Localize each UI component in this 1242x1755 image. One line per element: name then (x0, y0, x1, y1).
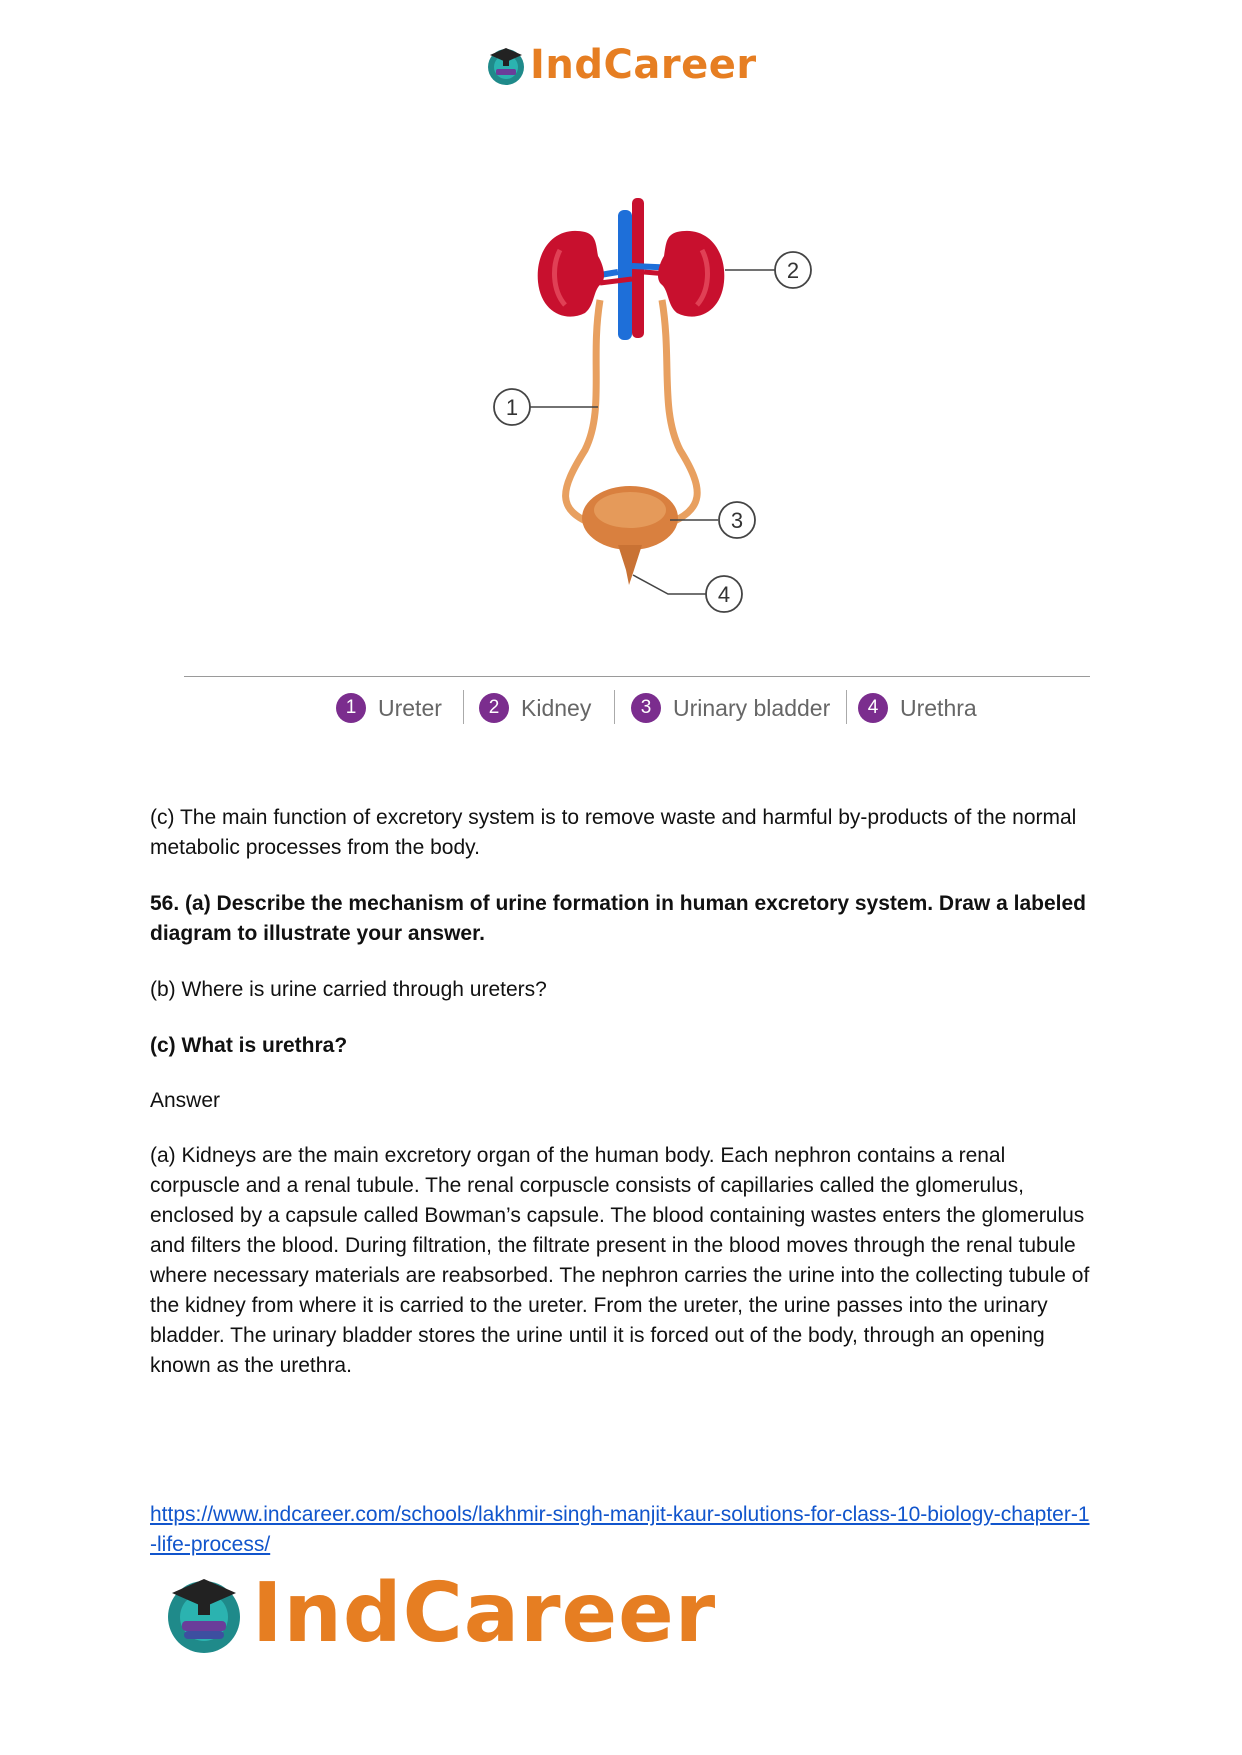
legend-item-urinary-bladder (631, 686, 830, 730)
excretory-system-diagram (0, 180, 1242, 620)
answer-a: (a) Kidneys are the main excretory organ of the human body. Each nephron contains a renal corpuscle and a renal tubule. The renal corpuscle consists of capillaries called the glomerulus, enclosed by a capsule called Bowman’s capsule. The blood containing wastes enters the glomerulus and filters the blood. During filtration, the filtrate present in the blood moves through the renal tubule where necessary materials are reabsorbed. The nephron carries the urine into the collecting tubule of the kidney from where it is carried to the ureter. From the ureter, the urine passes into the urinary bladder. The urinary bladder stores the urine until it is forced out of the body, through an opening known as the urethra. (150, 1144, 1090, 1377)
answer-label: Answer (150, 1089, 221, 1112)
legend-divider (184, 676, 1090, 677)
callout-1-label: 1 (505, 395, 519, 420)
urethra (618, 545, 642, 585)
right-ureter (662, 300, 697, 525)
callout-4-label: 4 (717, 582, 731, 607)
legend-item-ureter (336, 686, 442, 730)
graduation-globe-icon (160, 1569, 248, 1657)
callout-4 (706, 576, 742, 612)
diagram-legend (0, 686, 1242, 730)
legend-number-badge: 2 (479, 693, 509, 723)
question-56-a: 56. (a) Describe the mechanism of urine formation in human excretory system. Draw a labeled diagram to illustrate your answer. (150, 892, 1086, 945)
legend-number-badge: 1 (336, 693, 366, 723)
logo-text: IndCareer (530, 42, 757, 88)
legend-number-badge: 4 (858, 693, 888, 723)
legend-label: Urinary bladder (673, 694, 831, 721)
legend-item-urethra (858, 686, 977, 730)
callout-1 (494, 389, 530, 425)
legend-number-badge: 3 (631, 693, 661, 723)
source-link[interactable]: https://www.indcareer.com/schools/lakhmir-singh-manjit-kaur-solutions-for-class-10-biology-chapter-1-life-process/ (150, 1503, 1090, 1556)
callout-3-label: 3 (730, 508, 744, 533)
left-ureter (566, 300, 600, 525)
paragraph-c-function: (c) The main function of excretory system is to remove waste and harmful by-products of the normal metabolic processes from the body. (150, 806, 1077, 859)
callout-2 (775, 252, 811, 288)
logo-text: IndCareer (252, 1565, 717, 1661)
header-logo (484, 40, 757, 90)
question-56-c: (c) What is urethra? (150, 1034, 348, 1057)
legend-item-kidney (479, 686, 591, 730)
callout-3 (719, 502, 755, 538)
legend-label: Kidney (521, 694, 592, 721)
left-kidney (538, 231, 604, 317)
legend-separator (846, 690, 847, 724)
footer-logo (160, 1565, 717, 1661)
legend-label: Urethra (900, 694, 977, 721)
graduation-globe-icon (484, 43, 528, 87)
legend-separator (614, 690, 615, 724)
legend-label: Ureter (378, 694, 442, 721)
legend-separator (463, 690, 464, 724)
callout-2-label: 2 (786, 258, 800, 283)
question-56-b: (b) Where is urine carried through ureters? (150, 978, 547, 1001)
vena-cava (618, 210, 632, 340)
right-kidney (658, 231, 724, 317)
